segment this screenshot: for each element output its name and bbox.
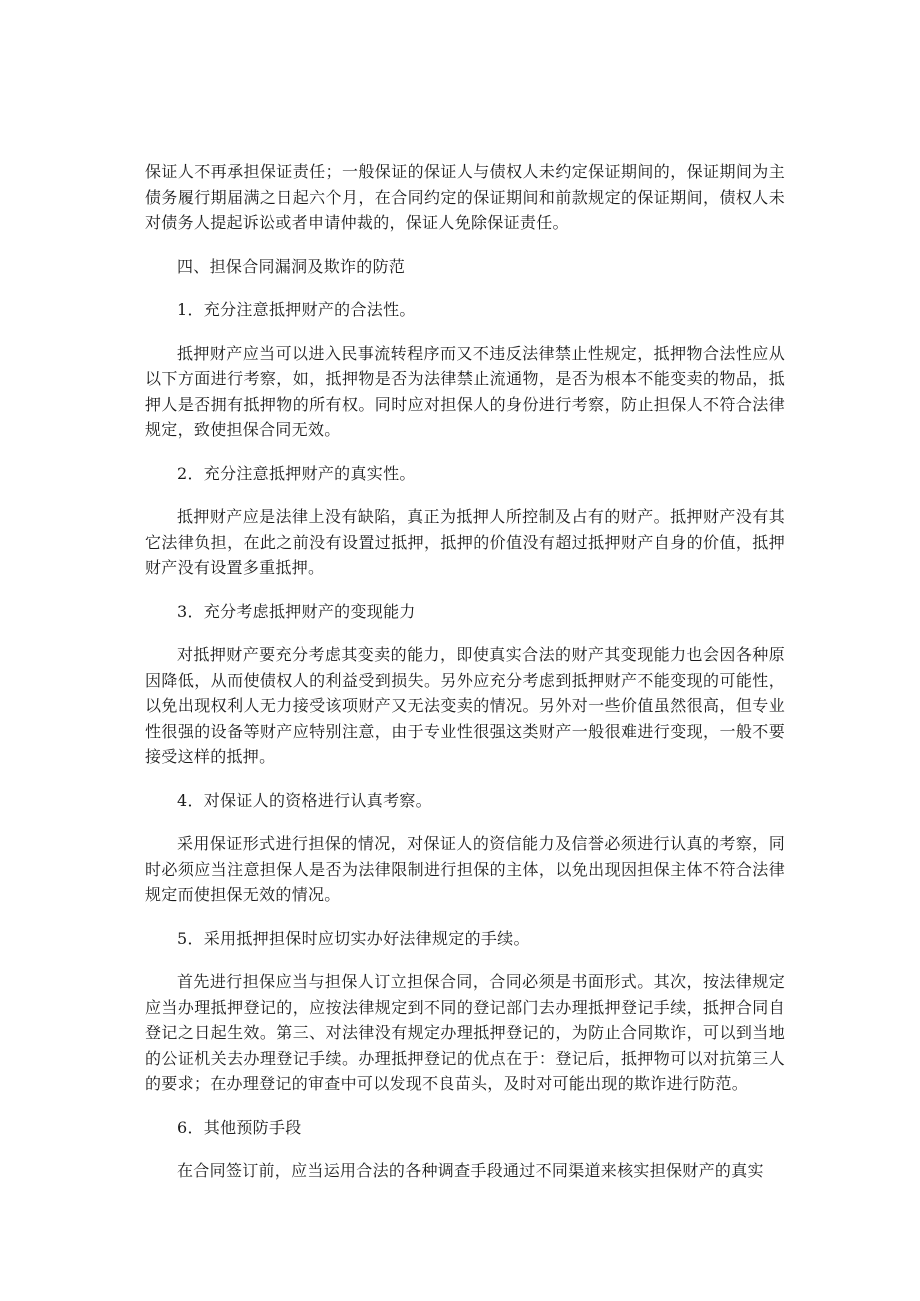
subsection-heading-5: 5．采用抵押担保时应切实办好法律规定的手续。 xyxy=(177,928,530,948)
document-body xyxy=(145,159,785,1202)
paragraph-3: 对抵押财产要充分考虑其变卖的能力，即使真实合法的财产其变现能力也会因各种原因降低，从而使债权人的利益受到损失。另外应充分考虑到抵押财产不能变现的可能性，以免出现权利人无力接受该项财产又无法变卖的情况。另外对一些价值虽然很高，但专业性很强的设备等财产应特别注意，由于专业性很强这类财产一般很难进行变现，一般不要接受这样的抵押。 xyxy=(145,645,785,766)
subsection-heading-2: 2．充分注意抵押财产的真实性。 xyxy=(177,463,416,483)
paragraph-5: 首先进行担保应当与担保人订立担保合同，合同必须是书面形式。其次，按法律规定应当办理抵押登记的，应按法律规定到不同的登记部门去办理抵押登记手续，抵押合同自登记之日起生效。第三、对法律没有规定办理抵押登记的，为防止合同欺诈，可以到当地的公证机关去办理登记手续。办理抵押登记的优点在于：登记后，抵押物可以对抗第三人的要求；在办理登记的审查中可以发现不良苗头，及时对可能出现的欺诈进行防范。 xyxy=(145,972,785,1093)
subsection-heading-1: 1．充分注意抵押财产的合法性。 xyxy=(177,300,416,319)
section-heading: 四、担保合同漏洞及欺诈的防范 xyxy=(177,256,406,276)
subsection-heading-3: 3．充分考虑抵押财产的变现能力 xyxy=(177,601,416,621)
paragraph-continuation: 保证人不再承担保证责任；一般保证的保证人与债权人未约定保证期间的，保证期间为主债务履行期届满之日起六个月，在合同约定的保证期间和前款规定的保证期间，债权人未对债务人提起诉讼或者申请仲裁的，保证人免除保证责任。 xyxy=(145,162,785,232)
paragraph-6: 在合同签订前，应当运用合法的各种调查手段通过不同渠道来核实担保财产的真实 xyxy=(177,1161,764,1180)
subsection-heading-6: 6．其他预防手段 xyxy=(177,1117,302,1137)
paragraph-4: 采用保证形式进行担保的情况，对保证人的资信能力及信誉必须进行认真的考察，同时必须应当注意担保人是否为法律限制进行担保的主体，以免出现因担保主体不符合法律规定而使担保无效的情况。 xyxy=(145,834,785,904)
subsection-heading-4: 4．对保证人的资格进行认真考察。 xyxy=(177,790,432,810)
paragraph-2: 抵押财产应是法律上没有缺陷，真正为抵押人所控制及占有的财产。抵押财产没有其它法律负担，在此之前没有设置过抵押，抵押的价值没有超过抵押财产自身的价值，抵押财产没有设置多重抵押。 xyxy=(145,507,785,577)
paragraph-1: 抵押财产应当可以进入民事流转程序而又不违反法律禁止性规定，抵押物合法性应从以下方面进行考察，如，抵押物是否为法律禁止流通物，是否为根本不能变卖的物品，抵押人是否拥有抵押物的所有权。同时应对担保人的身份进行考察，防止担保人不符合法律规定，致使担保合同无效。 xyxy=(145,343,785,439)
